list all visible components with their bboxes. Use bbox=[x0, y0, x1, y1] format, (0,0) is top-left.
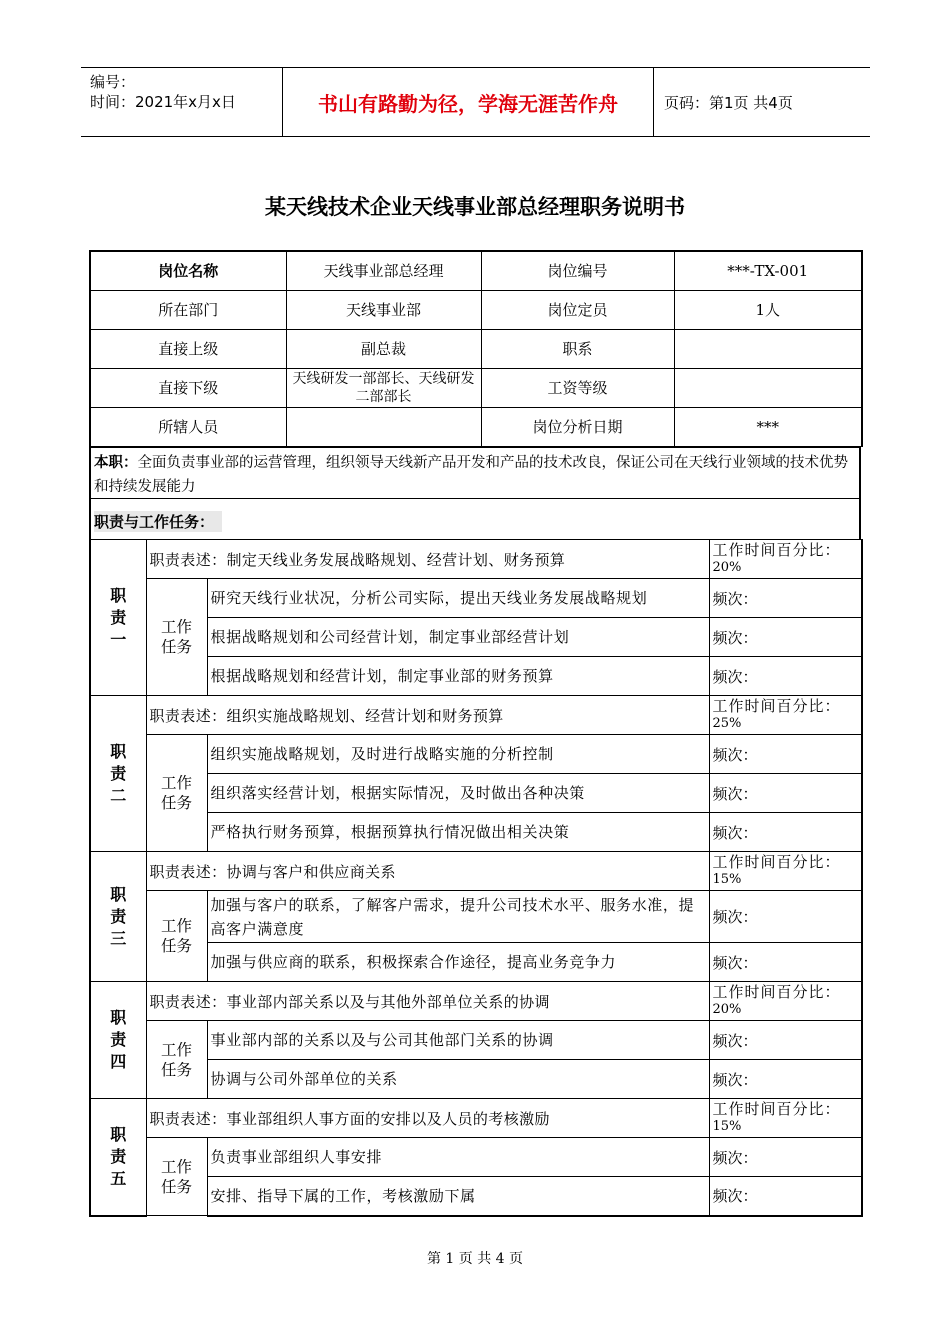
duty-description-row bbox=[90, 982, 862, 1021]
doc-date: 时间：2021年x月x日 bbox=[90, 93, 236, 111]
work-tasks-label bbox=[146, 735, 207, 852]
task-frequency: 频次： bbox=[709, 774, 862, 813]
task-frequency: 频次： bbox=[709, 813, 862, 852]
task-text: 安排、指导下属的工作，考核激励下属 bbox=[207, 1177, 709, 1216]
work-tasks-label-line: 工作 bbox=[160, 917, 192, 935]
info-key: 岗位编号 bbox=[481, 251, 674, 291]
time-percentage-label: 工作时间百分比： bbox=[712, 1100, 841, 1118]
info-value: 天线事业部总经理 bbox=[286, 251, 481, 291]
info-key: 工资等级 bbox=[481, 369, 674, 408]
work-tasks-label-line: 工作 bbox=[160, 774, 192, 792]
work-tasks-label-line: 任务 bbox=[160, 794, 192, 812]
task-row bbox=[90, 579, 862, 618]
info-value: 天线研发一部部长、天线研发二部部长 bbox=[286, 369, 481, 408]
summary-text: 全面负责事业部的运营管理，组织领导天线新产品开发和产品的技术改良，保证公司在天线行业领域的技术优势和持续发展能力 bbox=[94, 455, 848, 495]
task-row bbox=[90, 1021, 862, 1060]
work-tasks-label-line: 任务 bbox=[160, 638, 192, 656]
info-key: 所在部门 bbox=[90, 291, 286, 330]
duty-label-char: 责 bbox=[110, 1030, 127, 1049]
duty-label-char: 责 bbox=[110, 763, 127, 783]
info-value: *** bbox=[674, 408, 862, 447]
info-key: 岗位名称 bbox=[90, 251, 286, 291]
duty-description: 职责表述：事业部组织人事方面的安排以及人员的考核激励 bbox=[146, 1099, 709, 1138]
task-frequency: 频次： bbox=[709, 1060, 862, 1099]
document-title: 某天线技术企业天线事业部总经理职务说明书 bbox=[265, 195, 685, 219]
work-tasks-label-line: 任务 bbox=[160, 1177, 192, 1196]
task-frequency: 频次： bbox=[709, 891, 862, 943]
duty-label-char: 责 bbox=[110, 1146, 127, 1166]
task-text: 事业部内部的关系以及与公司其他部门关系的协调 bbox=[207, 1021, 709, 1060]
duty-label-char: 二 bbox=[110, 785, 127, 805]
duty-description: 职责表述：组织实施战略规划、经营计划和财务预算 bbox=[146, 696, 709, 735]
task-text: 组织实施战略规划，及时进行战略实施的分析控制 bbox=[207, 735, 709, 774]
time-percentage-value: 15% bbox=[712, 1119, 742, 1134]
info-key: 直接下级 bbox=[90, 369, 286, 408]
task-text: 加强与客户的联系，了解客户需求，提升公司技术水平、服务水准，提高客户满意度 bbox=[207, 891, 709, 943]
info-row bbox=[90, 408, 862, 447]
task-text: 负责事业部组织人事安排 bbox=[207, 1138, 709, 1177]
time-percentage bbox=[709, 982, 862, 1021]
work-tasks-label-line: 任务 bbox=[160, 937, 192, 955]
task-row bbox=[90, 735, 862, 774]
work-tasks-label-line: 工作 bbox=[160, 1040, 192, 1059]
time-percentage-value: 20% bbox=[712, 1002, 742, 1017]
duty-label-char: 责 bbox=[110, 906, 127, 926]
header-motto: 书山有路勤为径，学海无涯苦作舟 bbox=[282, 68, 654, 136]
task-frequency: 频次： bbox=[709, 943, 862, 982]
responsibilities-label: 职责与工作任务： bbox=[94, 511, 222, 532]
header-page-code: 页码：第1页 共4页 bbox=[664, 93, 793, 112]
info-value: 天线事业部 bbox=[286, 291, 481, 330]
info-row bbox=[90, 330, 862, 369]
work-tasks-label bbox=[146, 1138, 207, 1216]
time-percentage bbox=[709, 1099, 862, 1138]
task-frequency: 频次： bbox=[709, 618, 862, 657]
info-key: 所辖人员 bbox=[90, 408, 286, 447]
page-header bbox=[81, 67, 870, 137]
work-tasks-label bbox=[146, 891, 207, 982]
work-tasks-label-line: 任务 bbox=[160, 1060, 192, 1079]
responsibilities-heading bbox=[89, 499, 861, 539]
time-percentage-value: 25% bbox=[712, 716, 742, 731]
duty-label-char: 五 bbox=[110, 1168, 127, 1188]
duty-description-row bbox=[90, 1099, 862, 1138]
duty-label bbox=[90, 540, 146, 696]
task-text: 研究天线行业状况，分析公司实际，提出天线业务发展战略规划 bbox=[207, 579, 709, 618]
header-meta bbox=[81, 68, 282, 136]
duty-label-char: 责 bbox=[110, 607, 127, 627]
info-value bbox=[674, 330, 862, 369]
job-summary bbox=[89, 447, 861, 499]
duty-label bbox=[90, 852, 146, 982]
duty-description: 职责表述：协调与客户和供应商关系 bbox=[146, 852, 709, 891]
duty-label-char: 四 bbox=[110, 1052, 127, 1071]
info-value bbox=[674, 369, 862, 408]
info-value bbox=[286, 408, 481, 447]
duty-label-char: 职 bbox=[110, 1124, 127, 1144]
task-frequency: 频次： bbox=[709, 657, 862, 696]
duty-label bbox=[90, 696, 146, 852]
task-row bbox=[90, 891, 862, 943]
task-frequency: 频次： bbox=[709, 1138, 862, 1177]
info-value: 副总裁 bbox=[286, 330, 481, 369]
position-info-table bbox=[89, 250, 863, 447]
info-key: 岗位定员 bbox=[481, 291, 674, 330]
duty-description-row bbox=[90, 540, 862, 579]
duty-description-row bbox=[90, 696, 862, 735]
time-percentage bbox=[709, 852, 862, 891]
info-row bbox=[90, 369, 862, 408]
duty-label-char: 职 bbox=[110, 884, 127, 904]
task-row bbox=[90, 1138, 862, 1177]
summary-label: 本职： bbox=[94, 455, 138, 471]
doc-number-label: 编号： bbox=[90, 73, 136, 91]
duty-description: 职责表述：制定天线业务发展战略规划、经营计划、财务预算 bbox=[146, 540, 709, 579]
info-value: 1人 bbox=[674, 291, 862, 330]
time-percentage-label: 工作时间百分比： bbox=[712, 983, 841, 1001]
duties-table bbox=[89, 539, 863, 1217]
task-frequency: 频次： bbox=[709, 735, 862, 774]
duty-label-char: 一 bbox=[110, 629, 127, 649]
duty-label-char: 职 bbox=[110, 1008, 127, 1027]
work-tasks-label bbox=[146, 579, 207, 696]
duty-label-char: 职 bbox=[110, 741, 127, 761]
time-percentage bbox=[709, 540, 862, 579]
work-tasks-label bbox=[146, 1021, 207, 1099]
task-text: 组织落实经营计划，根据实际情况，及时做出各种决策 bbox=[207, 774, 709, 813]
duty-description: 职责表述：事业部内部关系以及与其他外部单位关系的协调 bbox=[146, 982, 709, 1021]
time-percentage-label: 工作时间百分比： bbox=[712, 697, 841, 715]
task-text: 根据战略规划和经营计划，制定事业部的财务预算 bbox=[207, 657, 709, 696]
info-value: ***-TX-001 bbox=[674, 251, 862, 291]
time-percentage-label: 工作时间百分比： bbox=[712, 541, 841, 559]
page-footer: 第 1 页 共 4 页 bbox=[426, 1251, 524, 1267]
duty-label-char: 三 bbox=[110, 928, 127, 948]
task-text: 加强与供应商的联系，积极探索合作途径，提高业务竞争力 bbox=[207, 943, 709, 982]
duty-label bbox=[90, 1099, 146, 1216]
info-row bbox=[90, 251, 862, 291]
work-tasks-label-line: 工作 bbox=[160, 618, 192, 636]
time-percentage-label: 工作时间百分比： bbox=[712, 853, 841, 871]
time-percentage bbox=[709, 696, 862, 735]
task-text: 严格执行财务预算，根据预算执行情况做出相关决策 bbox=[207, 813, 709, 852]
duty-description-row bbox=[90, 852, 862, 891]
task-text: 根据战略规划和公司经营计划，制定事业部经营计划 bbox=[207, 618, 709, 657]
task-text: 协调与公司外部单位的关系 bbox=[207, 1060, 709, 1099]
info-key: 岗位分析日期 bbox=[481, 408, 674, 447]
info-row bbox=[90, 291, 862, 330]
info-key: 直接上级 bbox=[90, 330, 286, 369]
time-percentage-value: 20% bbox=[712, 560, 742, 575]
work-tasks-label-line: 工作 bbox=[160, 1157, 192, 1176]
task-frequency: 频次： bbox=[709, 1177, 862, 1216]
task-frequency: 频次： bbox=[709, 579, 862, 618]
time-percentage-value: 15% bbox=[712, 872, 742, 887]
task-frequency: 频次： bbox=[709, 1021, 862, 1060]
duty-label bbox=[90, 982, 146, 1099]
duty-label-char: 职 bbox=[110, 585, 127, 605]
info-key: 职系 bbox=[481, 330, 674, 369]
